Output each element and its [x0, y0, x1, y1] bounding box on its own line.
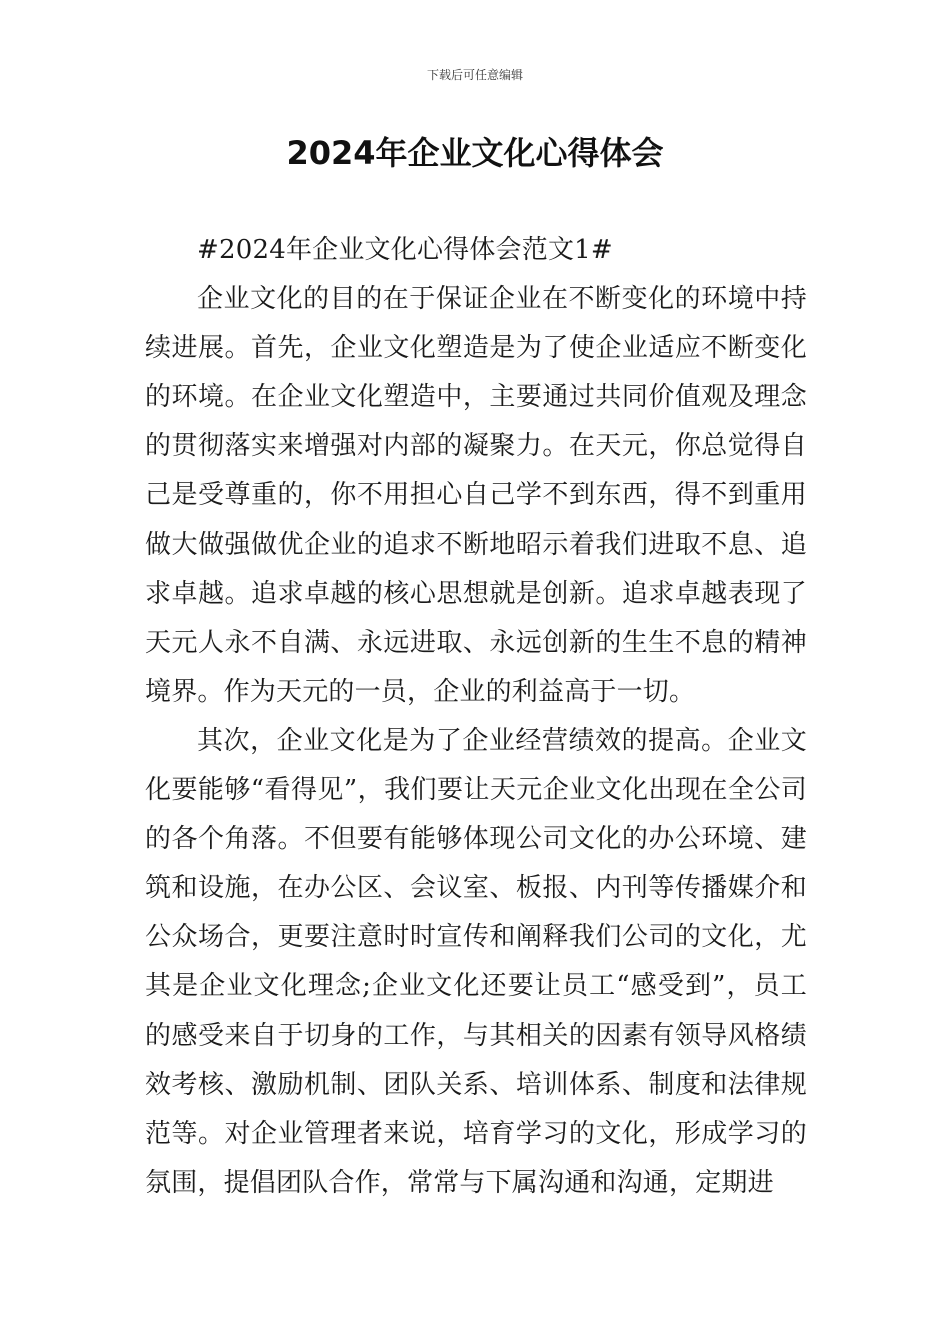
document-body [145, 226, 807, 1208]
paragraph-1: 企业文化的目的在于保证企业在不断变化的环境中持续进展。首先，企业文化塑造是为了使企业适应不断变化的环境。在企业文化塑造中，主要通过共同价值观及理念的贯彻落实来增强对内部的凝聚力。在天元，你总觉得自己是受尊重的，你不用担心自己学不到东西，得不到重用做大做强做优企业的追求不断地昭示着我们进取不息、追求卓越。追求卓越的核心思想就是创新。追求卓越表现了天元人永不自满、永远进取、永远创新的生生不息的精神境界。作为天元的一员，企业的利益高于一切。 [145, 284, 807, 707]
section-heading: #2024年企业文化心得体会范文1# [197, 235, 613, 265]
paragraph-2: 其次，企业文化是为了企业经营绩效的提高。企业文化要能够“看得见”，我们要让天元企业文化出现在全公司的各个角落。不但要有能够体现公司文化的办公环境、建筑和设施，在办公区、会议室、板报、内刊等传播媒介和公众场合，更要注意时时宣传和阐释我们公司的文化，尤其是企业文化理念;企业文化还要让员工“感受到”，员工的感受来自于切身的工作，与其相关的因素有领导风格绩效考核、激励机制、团队关系、培训体系、制度和法律规范等。对企业管理者来说，培育学习的文化，形成学习的氛围，提倡团队合作，常常与下属沟通和沟通，定期进 [145, 725, 807, 1198]
document-title: 2024年企业文化心得体会 [286, 134, 664, 172]
header-note: 下载后可任意编辑 [426, 68, 523, 82]
